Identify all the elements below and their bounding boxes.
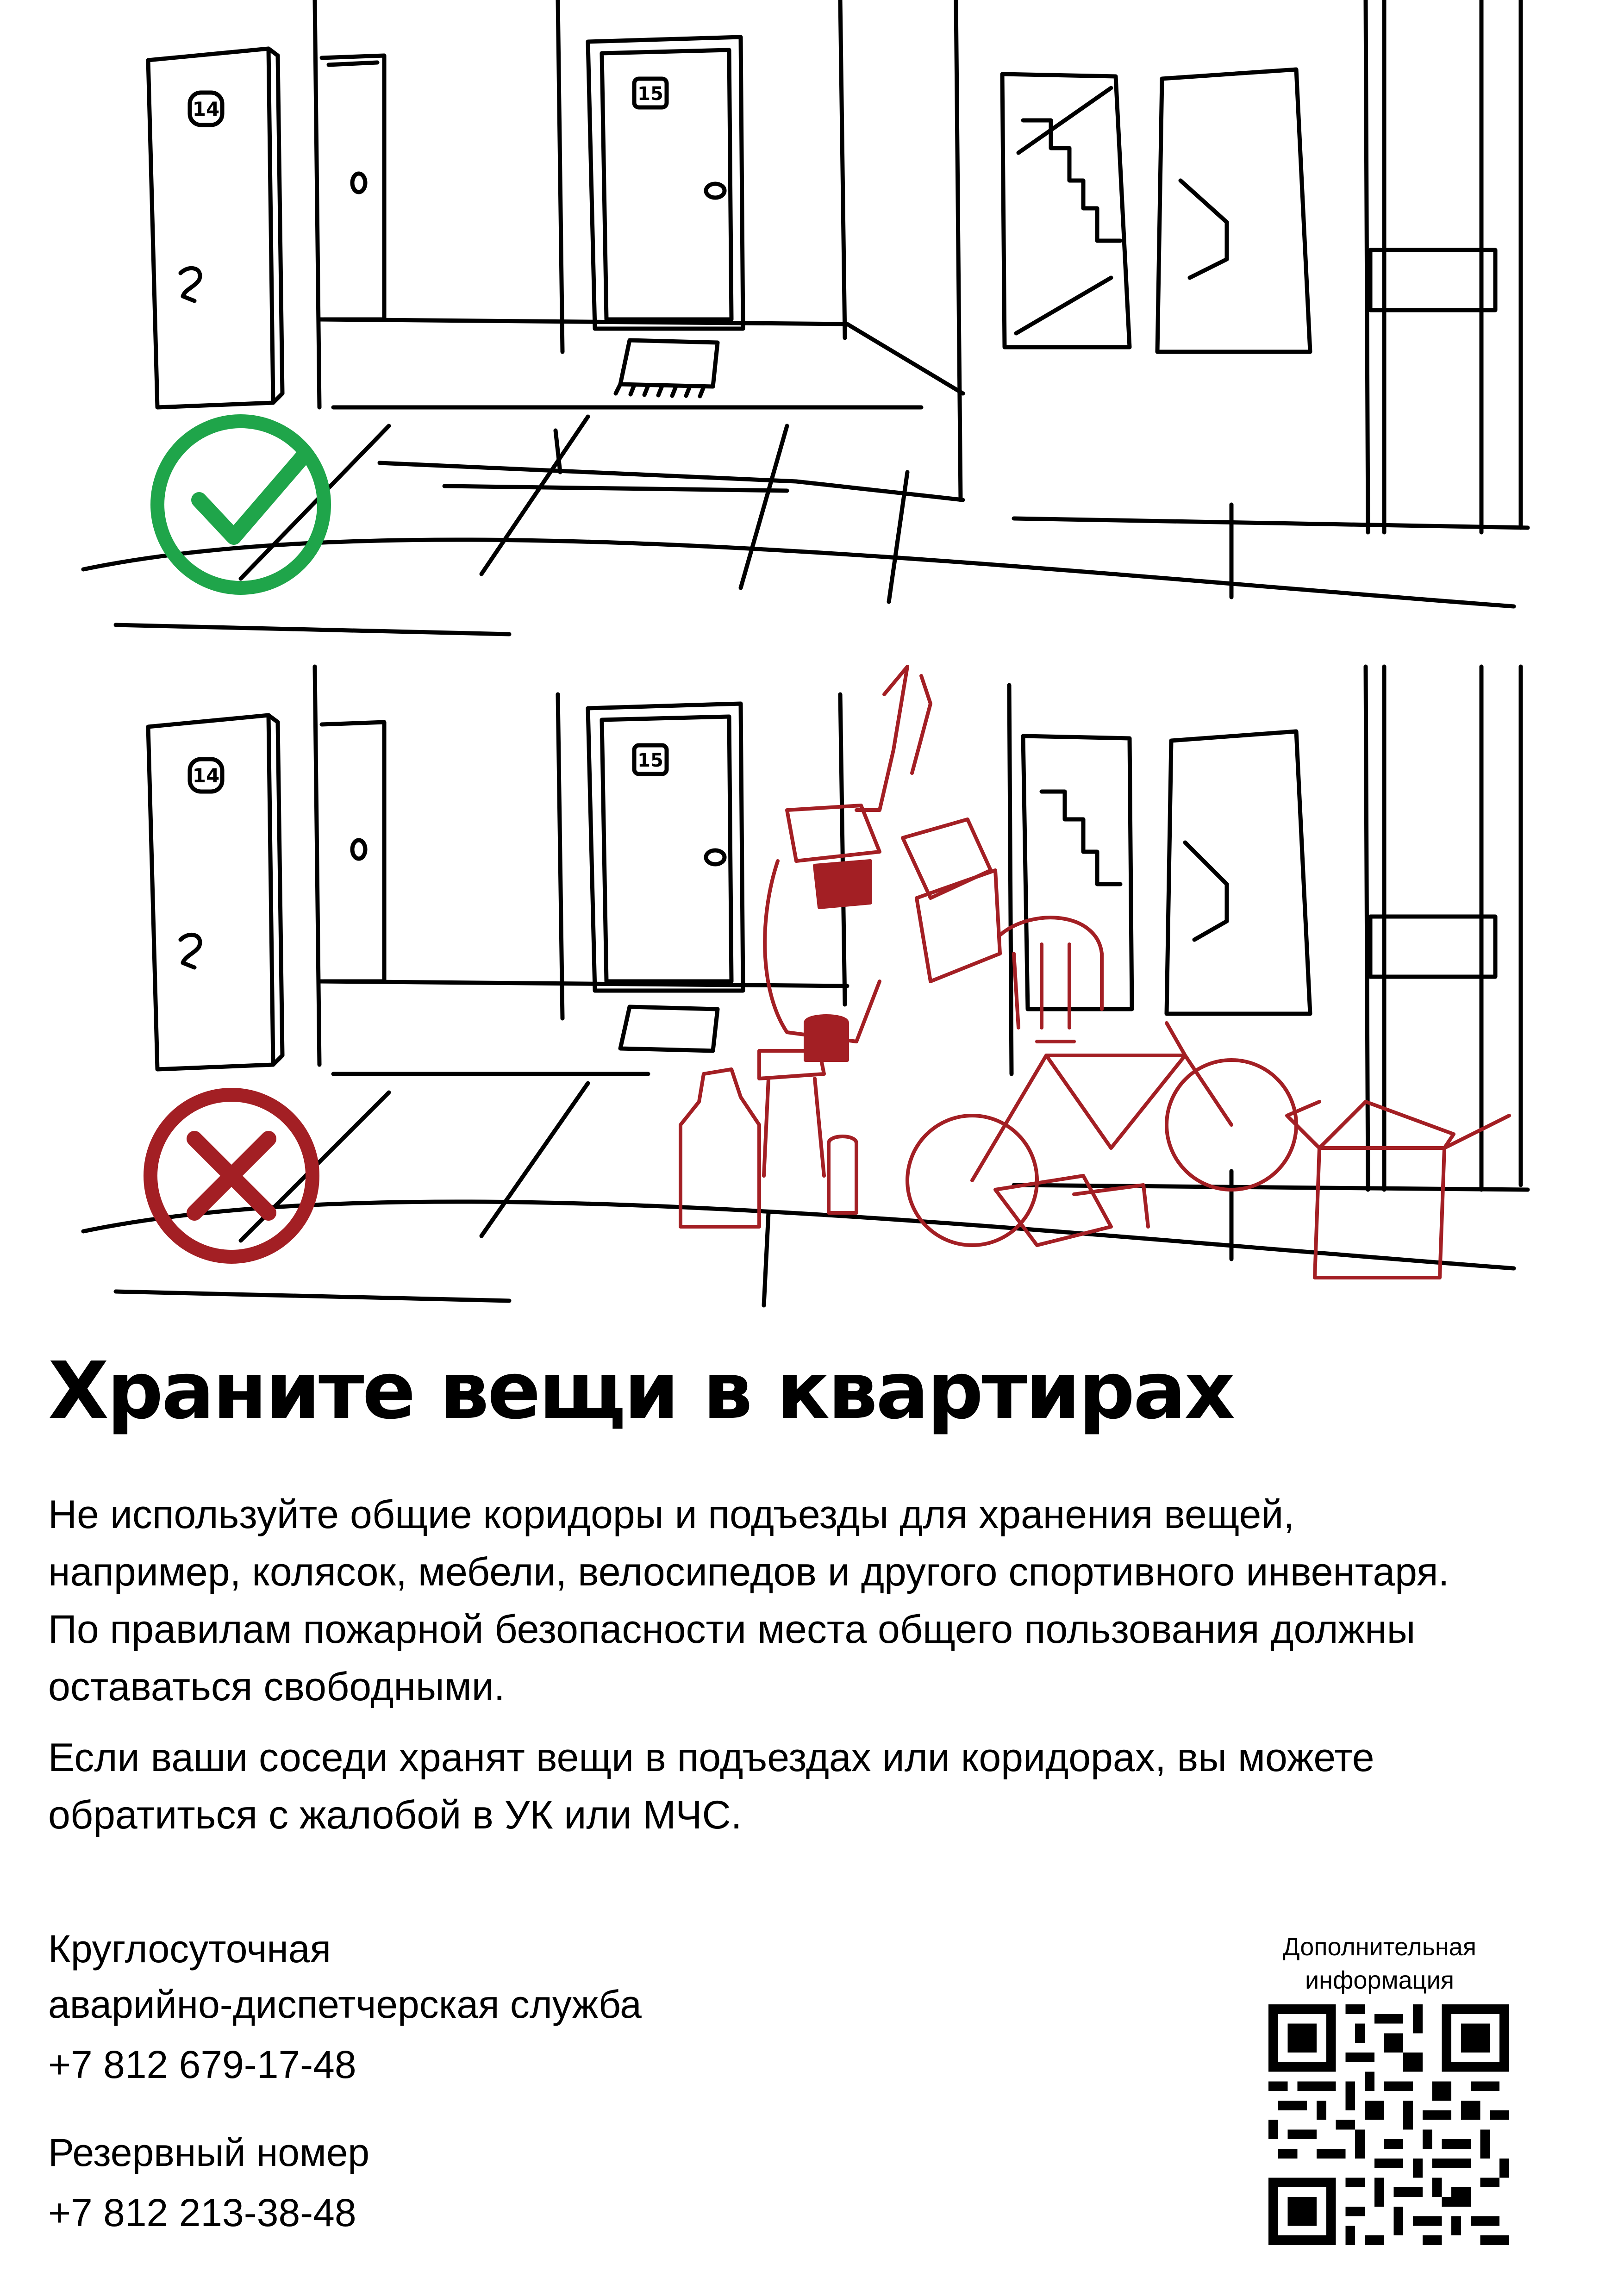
- qr-code-icon[interactable]: [1268, 2004, 1509, 2245]
- stairwell-window: [1002, 69, 1310, 352]
- apartment-door-back: [322, 722, 384, 981]
- main-paragraph: Не используйте общие коридоры и подъезды для хранения вещей, например, колясок, мебели, велосипедов и другого спортивного инвентаря. По правилам пожарной безопасности места общего пользования должны оставаться свободными.: [48, 1492, 1449, 1709]
- page-title: Храните вещи в квартирах: [48, 1345, 1234, 1437]
- apartment-door-15: [588, 704, 743, 991]
- hotline-label-line-2: аварийно-диспетчерская служба: [48, 1983, 642, 2026]
- door-number-14: 14: [192, 98, 220, 120]
- status-cross-icon: [150, 1095, 312, 1257]
- cluttered-corridor-illustration: [0, 657, 1624, 1324]
- doormat: [616, 340, 718, 396]
- qr-caption-line-1: Дополнительная: [1283, 1933, 1476, 1961]
- apartment-door-15: [588, 37, 743, 329]
- doormat: [620, 1007, 718, 1051]
- hotline-label-line-1: Круглосуточная: [48, 1927, 331, 1971]
- door-number-14: 14: [192, 764, 220, 787]
- hotline-phone[interactable]: +7 812 679-17-48: [48, 2043, 356, 2086]
- corridor-walls: [315, 0, 1528, 532]
- drain-pipe: [1370, 0, 1495, 532]
- qr-caption-line-2: информация: [1305, 1966, 1454, 1994]
- status-check-icon: [157, 421, 324, 588]
- apartment-door-back: [322, 56, 384, 319]
- stairwell-window: [1023, 731, 1310, 1014]
- door-number-15: 15: [637, 750, 663, 771]
- reserve-phone[interactable]: +7 812 213-38-48: [48, 2191, 356, 2234]
- clean-corridor-illustration: [0, 0, 1624, 657]
- qr-caption: [1268, 1930, 1491, 1997]
- apartment-door-14: [148, 715, 282, 1069]
- complaint-paragraph: Если ваши соседи хранят вещи в подъездах или коридорах, вы можете обратиться с жалобой в УК или МЧС.: [48, 1735, 1374, 1837]
- apartment-door-14: [148, 49, 282, 407]
- door-number-15: 15: [637, 83, 663, 105]
- hotline-label: [48, 1921, 642, 2032]
- reserve-label: Резервный номер: [48, 2131, 370, 2174]
